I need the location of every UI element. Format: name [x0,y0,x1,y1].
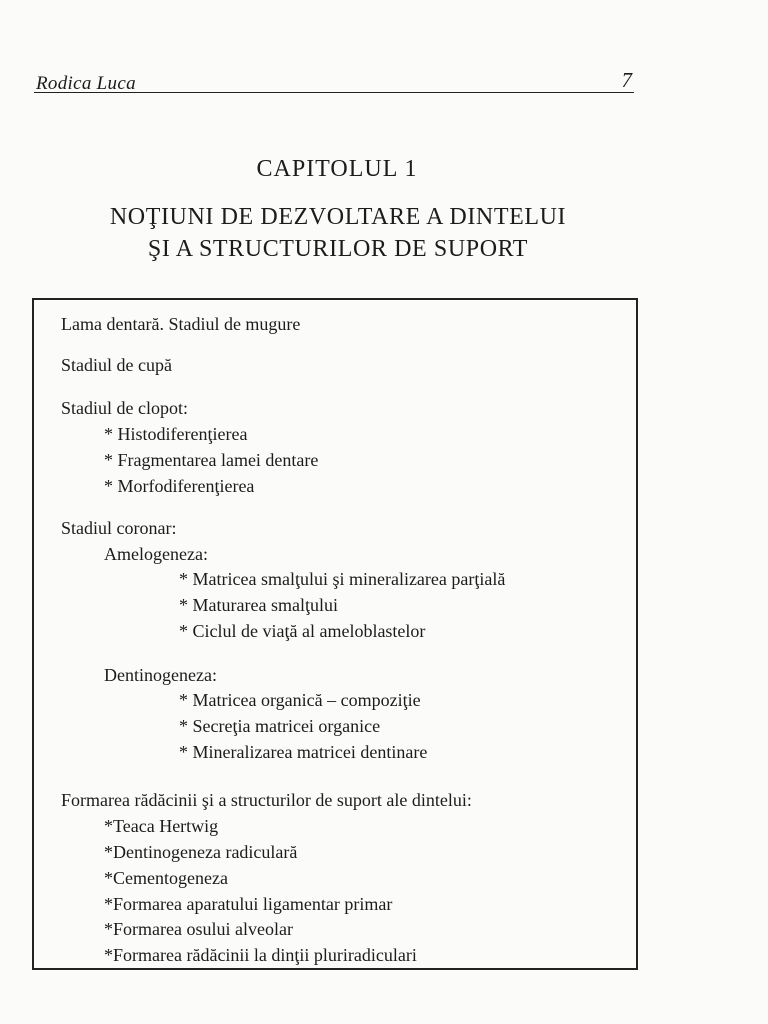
page-number: 7 [621,68,632,92]
outline-heading-dentinogeneza: Dentinogeneza: [104,665,217,685]
outline-heading-clopot: Stadiul de clopot: [61,398,188,418]
outline-subitem: * Histodiferenţierea [104,424,248,444]
outline-item-lama: Lama dentară. Stadiul de mugure [61,314,301,334]
outline-subitem: *Formarea rădăcinii la dinţii pluriradiculari [104,945,417,965]
outline-item-cupa: Stadiul de cupă [61,355,172,375]
outline-subitem: *Teaca Hertwig [104,816,219,836]
chapter-label: CAPITOLUL 1 [256,156,418,182]
chapter-outline-box [32,298,638,970]
outline-subitem: * Morfodiferenţierea [104,476,255,496]
outline-subitem: *Formarea aparatului ligamentar primar [104,894,393,914]
outline-subitem: *Cementogeneza [104,868,228,888]
outline-subitem: * Matricea organică – compoziţie [179,690,421,710]
outline-subitem: *Formarea osului alveolar [104,919,293,939]
outline-subitem: *Dentinogeneza radiculară [104,842,298,862]
chapter-title-line-2: ŞI A STRUCTURILOR DE SUPORT [147,236,529,262]
outline-heading-coronar: Stadiul coronar: [61,518,177,538]
author-name: Rodica Luca [36,73,136,94]
outline-subitem: * Ciclul de viaţă al ameloblastelor [179,621,426,641]
outline-subitem: * Secreţia matricei organice [179,716,381,736]
outline-heading-amelogeneza: Amelogeneza: [104,544,208,564]
chapter-title-line-1: NOŢIUNI DE DEZVOLTARE A DINTELUI [109,204,567,230]
outline-subitem: * Mineralizarea matricei dentinare [179,742,428,762]
outline-subitem: * Maturarea smalţului [179,595,338,615]
outline-subitem: * Fragmentarea lamei dentare [104,450,319,470]
outline-subitem: * Matricea smalţului şi mineralizarea parţială [179,569,506,589]
outline-heading-radacina: Formarea rădăcinii şi a structurilor de suport ale dintelui: [61,790,472,810]
page-header [34,66,634,93]
